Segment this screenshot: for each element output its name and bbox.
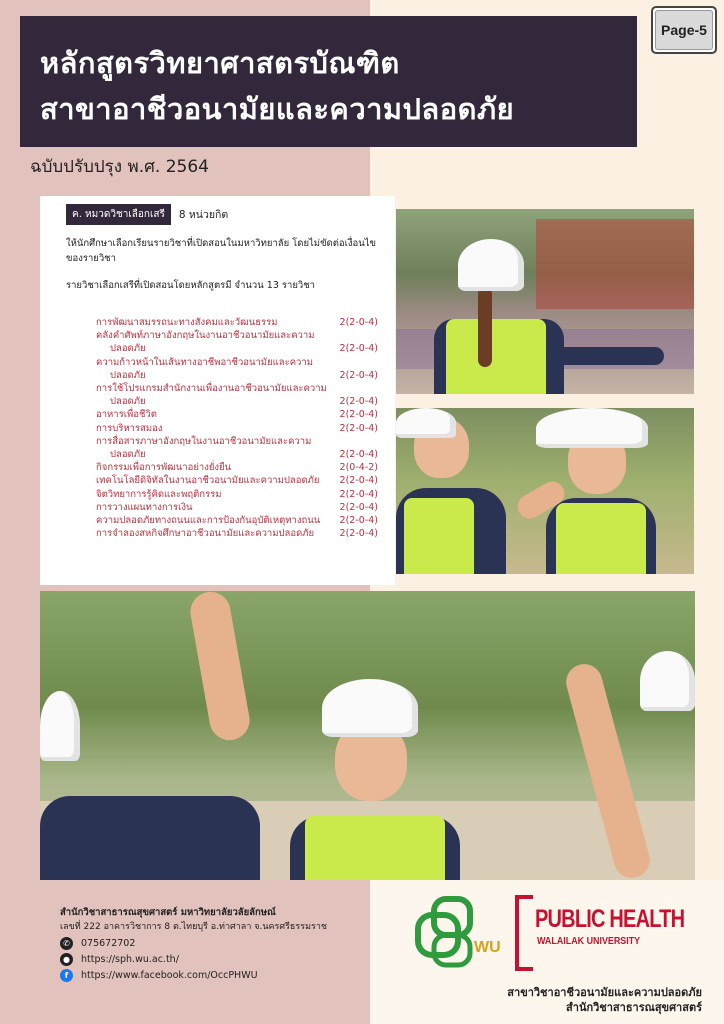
list-item bbox=[96, 356, 378, 382]
course-name: ความปลอดภัยทางถนนและการป้องกันอุบัติเหตุทางถนน bbox=[96, 515, 321, 527]
student-vest bbox=[404, 498, 474, 574]
list-item bbox=[96, 422, 378, 435]
occ-health-logo-mark bbox=[412, 895, 500, 971]
category-badge: ค. หมวดวิชาเลือกเสรี bbox=[66, 204, 171, 225]
helmet-shape bbox=[322, 679, 418, 737]
course-name: ความก้าวหน้าในเส้นทางอาชีพอาชีวอนามัยและความ bbox=[96, 356, 313, 368]
course-name: การจำลองสหกิจศึกษาอาชีวอนามัยและความปลอดภัย bbox=[96, 528, 315, 540]
list-item bbox=[96, 474, 378, 487]
course-name: กิจกรรมเพื่อการพัฒนาอย่างยั่งยืน bbox=[96, 462, 232, 474]
org-address: เลขที่ 222 อาคารวิชาการ 8 ต.ไทยบุรี อ.ท่าศาลา จ.นครศรีธรรมราช bbox=[60, 922, 328, 932]
course-credit: 2(2-0-4) bbox=[339, 475, 378, 487]
department-name: สาขาวิชาอาชีวอนามัยและความปลอดภัย bbox=[507, 986, 702, 999]
course-credit: 2(0-4-2) bbox=[339, 462, 378, 474]
list-item bbox=[96, 329, 378, 355]
worker-vest bbox=[446, 319, 546, 394]
edition-label: ฉบับปรับปรุง พ.ศ. 2564 bbox=[30, 157, 209, 177]
helmet-shape bbox=[536, 408, 648, 448]
student-vest bbox=[305, 816, 445, 880]
list-item bbox=[96, 488, 378, 501]
course-credit: 2(2-0-4) bbox=[339, 317, 378, 328]
title-line-2: สาขาอาชีวอนามัยและความปลอดภัย bbox=[40, 92, 515, 126]
facebook-icon: f bbox=[60, 969, 73, 982]
globe-icon: ● bbox=[60, 953, 73, 966]
course-name: การพัฒนาสมรรถนะทางสังคมและวัฒนธรรม bbox=[96, 317, 278, 328]
title-banner bbox=[20, 16, 637, 147]
machinery-shape bbox=[536, 219, 694, 309]
course-credit: 2(2-0-4) bbox=[339, 501, 378, 513]
course-name-cont: ปลอดภัย bbox=[110, 449, 146, 461]
course-name-cont: ปลอดภัย bbox=[110, 343, 146, 355]
helmet-shape bbox=[458, 239, 524, 291]
facebook-contact bbox=[60, 969, 360, 982]
logo-subtitle: WALAILAK UNIVERSITY bbox=[537, 935, 641, 947]
list-item bbox=[96, 514, 378, 527]
occ-health-logo bbox=[412, 895, 500, 971]
category-credits: 8 หน่วยกิต bbox=[178, 209, 229, 221]
helmet-shape bbox=[396, 408, 456, 438]
course-name: การวางแผนทางการเงิน bbox=[96, 501, 193, 513]
course-credit: 2(2-0-4) bbox=[339, 515, 378, 527]
helmet-shape bbox=[40, 691, 80, 761]
course-credit: 2(2-0-4) bbox=[339, 343, 378, 355]
list-item bbox=[96, 501, 378, 514]
title-line-1: หลักสูตรวิทยาศาสตรบัณฑิต bbox=[40, 46, 400, 80]
occ-health-logo-text: WU bbox=[474, 939, 501, 956]
helmet-shape bbox=[640, 651, 695, 711]
course-name-cont: ปลอดภัย bbox=[110, 396, 146, 408]
photo-cheering-student bbox=[40, 591, 695, 880]
student-shirt bbox=[40, 796, 260, 880]
course-name: การใช้โปรแกรมสำนักงานเพื่องานอาชีวอนามัยและความ bbox=[96, 383, 327, 395]
course-name: เทคโนโลยีดิจิทัลในงานอาชีวอนามัยและความปลอดภัย bbox=[96, 475, 320, 487]
course-credit: 2(2-0-4) bbox=[339, 422, 378, 434]
contact-block bbox=[60, 906, 360, 982]
department-credit bbox=[507, 985, 702, 1015]
logo-title: PUBLIC HEALTH bbox=[535, 905, 685, 933]
org-name: สำนักวิชาสาธารณสุขศาสตร์ มหาวิทยาลัยวลัยลักษณ์ bbox=[60, 907, 276, 918]
phone-icon: ✆ bbox=[60, 937, 73, 950]
page-number: Page-5 bbox=[655, 10, 713, 50]
school-name: สำนักวิชาสาธารณสุขศาสตร์ bbox=[566, 1001, 702, 1014]
list-item bbox=[96, 461, 378, 474]
category-row bbox=[66, 204, 228, 225]
list-item bbox=[96, 527, 378, 540]
public-health-logo bbox=[515, 895, 687, 971]
website-contact bbox=[60, 953, 360, 966]
course-name: อาหารเพื่อชีวิต bbox=[96, 409, 157, 421]
photo-two-students bbox=[396, 408, 694, 574]
facebook-link[interactable]: https://www.facebook.com/OccPHWU bbox=[81, 970, 258, 981]
list-item bbox=[96, 435, 378, 461]
logo-bracket bbox=[515, 895, 533, 971]
course-credit: 2(2-0-4) bbox=[339, 396, 378, 408]
elective-card bbox=[40, 196, 395, 585]
course-credit: 2(2-0-4) bbox=[339, 369, 378, 381]
page-badge bbox=[651, 6, 717, 54]
course-credit: 2(2-0-4) bbox=[339, 488, 378, 500]
worker-arm bbox=[546, 347, 664, 365]
course-name: จิตวิทยาการรู้คิดและพฤติกรรม bbox=[96, 488, 222, 500]
course-name: การสื่อสารภาษาอังกฤษในงานอาชีวอนามัยและความ bbox=[96, 435, 312, 447]
course-name: การบริหารสมอง bbox=[96, 422, 163, 434]
list-item bbox=[96, 408, 378, 421]
course-name-cont: ปลอดภัย bbox=[110, 369, 146, 381]
course-credit: 2(2-0-4) bbox=[339, 409, 378, 421]
course-credit: 2(2-0-4) bbox=[339, 449, 378, 461]
raised-arm bbox=[187, 591, 252, 743]
website-link[interactable]: https://sph.wu.ac.th/ bbox=[81, 954, 179, 965]
course-credit: 2(2-0-4) bbox=[339, 528, 378, 540]
list-item bbox=[96, 382, 378, 408]
course-count-text: รายวิชาเลือกเสรีที่เปิดสอนโดยหลักสูตรมี จำนวน 13 รายวิชา bbox=[66, 280, 315, 291]
course-name: คลังคำศัพท์ภาษาอังกฤษในงานอาชีวอนามัยและความ bbox=[96, 330, 315, 342]
student-vest bbox=[556, 503, 646, 574]
photo-worker-pointing bbox=[396, 209, 694, 394]
phone-contact bbox=[60, 937, 360, 950]
worker-hair bbox=[478, 287, 492, 367]
phone-number: 075672702 bbox=[81, 938, 136, 949]
intro-text: ให้นักศึกษาเลือกเรียนรายวิชาที่เปิดสอนในมหาวิทยาลัย โดยไม่ขัดต่อเงื่อนไขของรายวิชา bbox=[66, 238, 376, 264]
course-list bbox=[96, 316, 378, 540]
list-item bbox=[96, 316, 378, 329]
